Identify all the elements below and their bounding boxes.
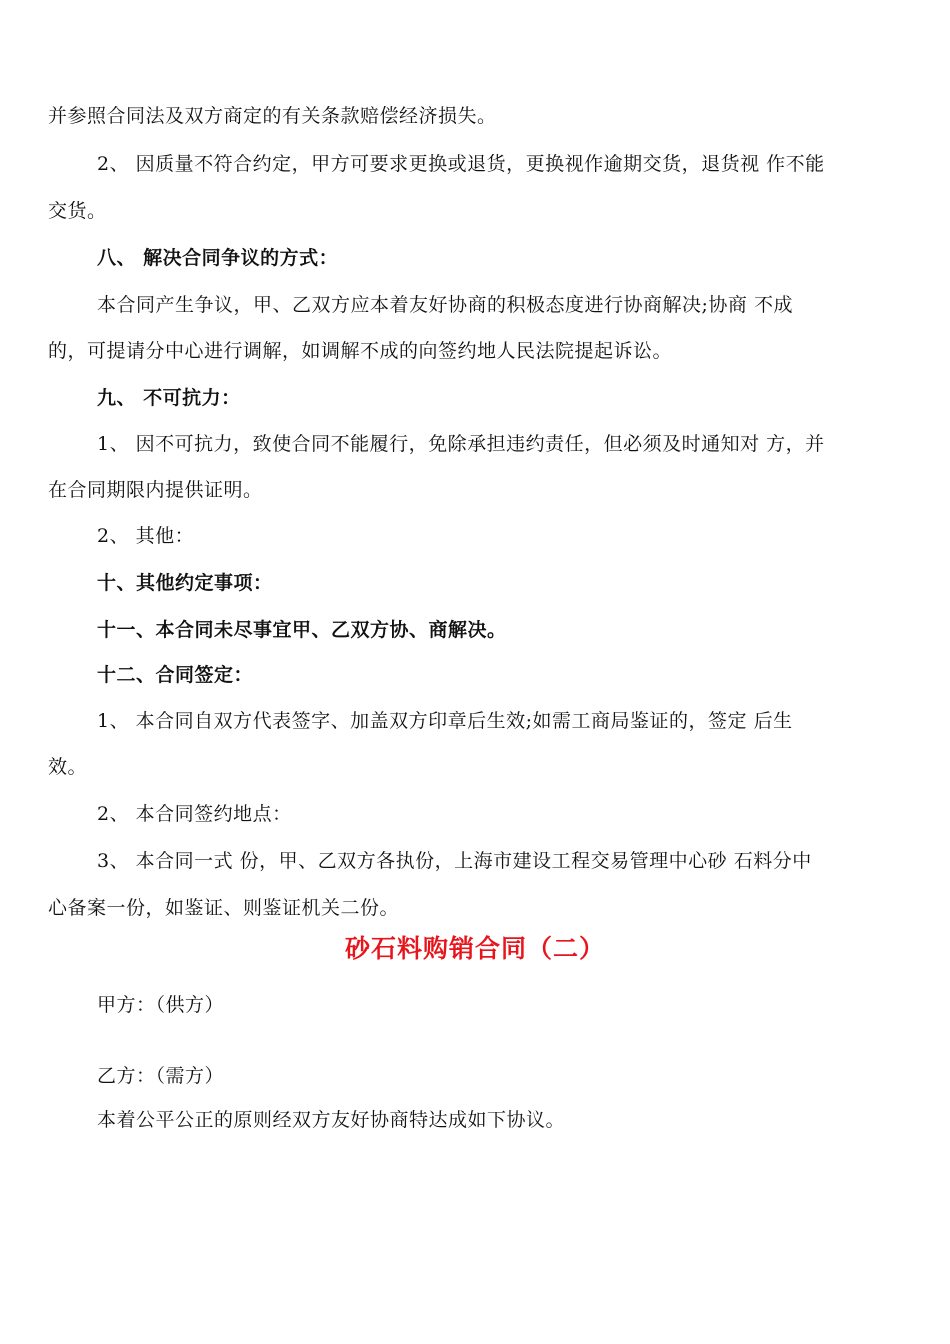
text-line: 心备案一份，如鉴证、则鉴证机关二份。: [48, 897, 400, 919]
section-heading: 十二、合同签定：: [97, 664, 254, 686]
section-heading: 九、 不可抗力：: [97, 387, 241, 409]
text-line: 2、 其他：: [97, 525, 195, 547]
text-line: 在合同期限内提供证明。: [48, 479, 263, 501]
text-line: 2、 因质量不符合约定，甲方可要求更换或退货，更换视作逾期交货，退货视 作不能: [97, 153, 825, 175]
party-a-line: 甲方：（供方）: [97, 994, 225, 1016]
party-b-line: 乙方：（需方）: [97, 1065, 225, 1087]
text-line: 交货。: [48, 200, 107, 222]
section-heading: 十一、本合同未尽事宜甲、乙双方协、商解决。: [97, 619, 507, 641]
text-line: 2、 本合同签约地点：: [97, 803, 292, 825]
text-line: 3、 本合同一式 份，甲、乙双方各执份，上海市建设工程交易管理中心砂 石料分中: [97, 850, 812, 872]
text-line: 效。: [48, 756, 88, 778]
text-line: 的，可提请分中心进行调解，如调解不成的向签约地人民法院提起诉讼。: [48, 340, 673, 362]
text-line: 1、 本合同自双方代表签字、加盖双方印章后生效;如需工商局鉴证的，签定 后生: [97, 710, 793, 732]
text-line: 1、 因不可抗力，致使合同不能履行，免除承担违约责任，但必须及时通知对 方，并: [97, 433, 825, 455]
document-title: 砂石料购销合同（二）: [344, 934, 605, 963]
section-heading: 八、 解决合同争议的方式：: [97, 247, 339, 269]
text-line: 并参照合同法及双方商定的有关条款赔偿经济损失。: [48, 105, 497, 127]
agreement-line: 本着公平公正的原则经双方友好协商特达成如下协议。: [97, 1109, 566, 1131]
section-heading: 十、其他约定事项：: [97, 572, 273, 594]
text-line: 本合同产生争议，甲、乙双方应本着友好协商的积极态度进行协商解决;协商 不成: [97, 294, 793, 316]
